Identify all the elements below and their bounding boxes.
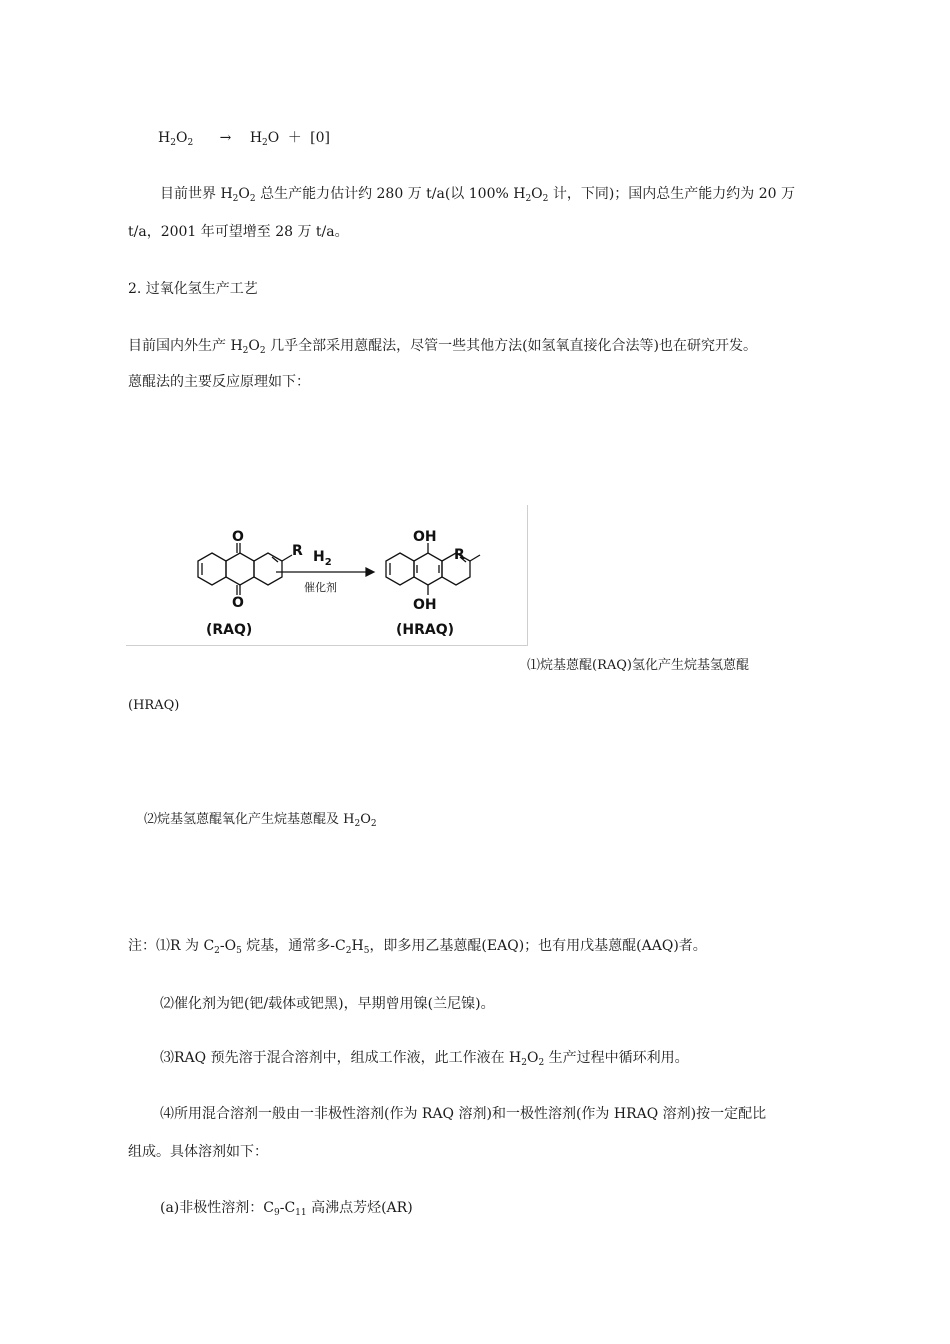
hraq-hydroxyl-top: OH xyxy=(413,529,437,545)
caption-hydrogenation: ⑴烷基蒽醌(RAQ)氢化产生烷基氢蒽醌 xyxy=(527,658,749,673)
reagent-h2: $H_2$ xyxy=(313,549,332,568)
reaction-arrow xyxy=(276,568,374,576)
caption-hydrogenation-cont: (HRAQ) xyxy=(128,698,180,713)
raq-structure xyxy=(198,543,292,595)
raq-label: (RAQ) xyxy=(206,622,253,638)
reaction-figure xyxy=(126,505,528,646)
note-5: (a)非极性溶剂：$C_9-C_{11}$ 高沸点芳烃(AR) xyxy=(160,1200,413,1218)
hraq-r-group: R xyxy=(454,547,465,563)
note-3: ⑶RAQ 预先溶于混合溶剂中，组成工作液，此工作液在 $H_2O_2$ 生产过程中循环利用。 xyxy=(160,1050,689,1068)
raq-ring-right xyxy=(254,553,282,585)
caption-oxidation: ⑵烷基氢蒽醌氧化产生烷基蒽醌及 $H_2O_2$ xyxy=(144,812,377,829)
raq-oxygen-bottom: O xyxy=(232,595,244,611)
paragraph-process-line2: 蒽醌法的主要反应原理如下： xyxy=(128,374,310,390)
paragraph-process-line1: 目前国内外生产 $H_2O_2$ 几乎全部采用蒽醌法，尽管一些其他方法(如氢氧直接化合法等)也在研究开发。 xyxy=(128,338,757,356)
paragraph-capacity-line2: t/a，2001 年可望增至 28 万 t/a。 xyxy=(128,224,349,240)
hraq-structure xyxy=(386,543,480,595)
catalyst-label: 催化剂 xyxy=(304,581,337,594)
section-title: 2. 过氧化氢生产工艺 xyxy=(128,281,258,297)
note-2: ⑵催化剂为钯(钯/载体或钯黑)，早期曾用镍(兰尼镍)。 xyxy=(160,996,495,1012)
note-4-line1: ⑷所用混合溶剂一般由一非极性溶剂(作为 RAQ 溶剂)和一极性溶剂(作为 HRAQ 溶剂)按一定配比 xyxy=(160,1106,767,1122)
note-4-line2: 组成。具体溶剂如下： xyxy=(128,1144,268,1160)
hraq-label: (HRAQ) xyxy=(396,622,455,638)
hraq-hydroxyl-bottom: OH xyxy=(413,597,437,613)
reaction-diagram xyxy=(126,505,527,645)
raq-oxygen-top: O xyxy=(232,529,244,545)
arrow-symbol: → xyxy=(219,130,232,146)
reaction-equation: $H_2O_2 \to H_2O + [0]$ xyxy=(158,130,330,148)
raq-ring-middle xyxy=(226,553,254,585)
hraq-ring-middle xyxy=(414,553,442,585)
raq-r-group: R xyxy=(292,543,303,559)
note-1: 注：⑴R 为 $C_2-O_5$ 烷基，通常多$-C_2H_5$，即多用乙基蒽醌(EAQ)；也有用戊基蒽醌(AAQ)者。 xyxy=(128,938,707,956)
paragraph-capacity-line1: 目前世界 $H_2O_2$ 总生产能力估计约 280 万 t/a(以 100% $H_2O_2$ 计，下同)；国内总生产能力约为 20 万 xyxy=(160,186,796,204)
